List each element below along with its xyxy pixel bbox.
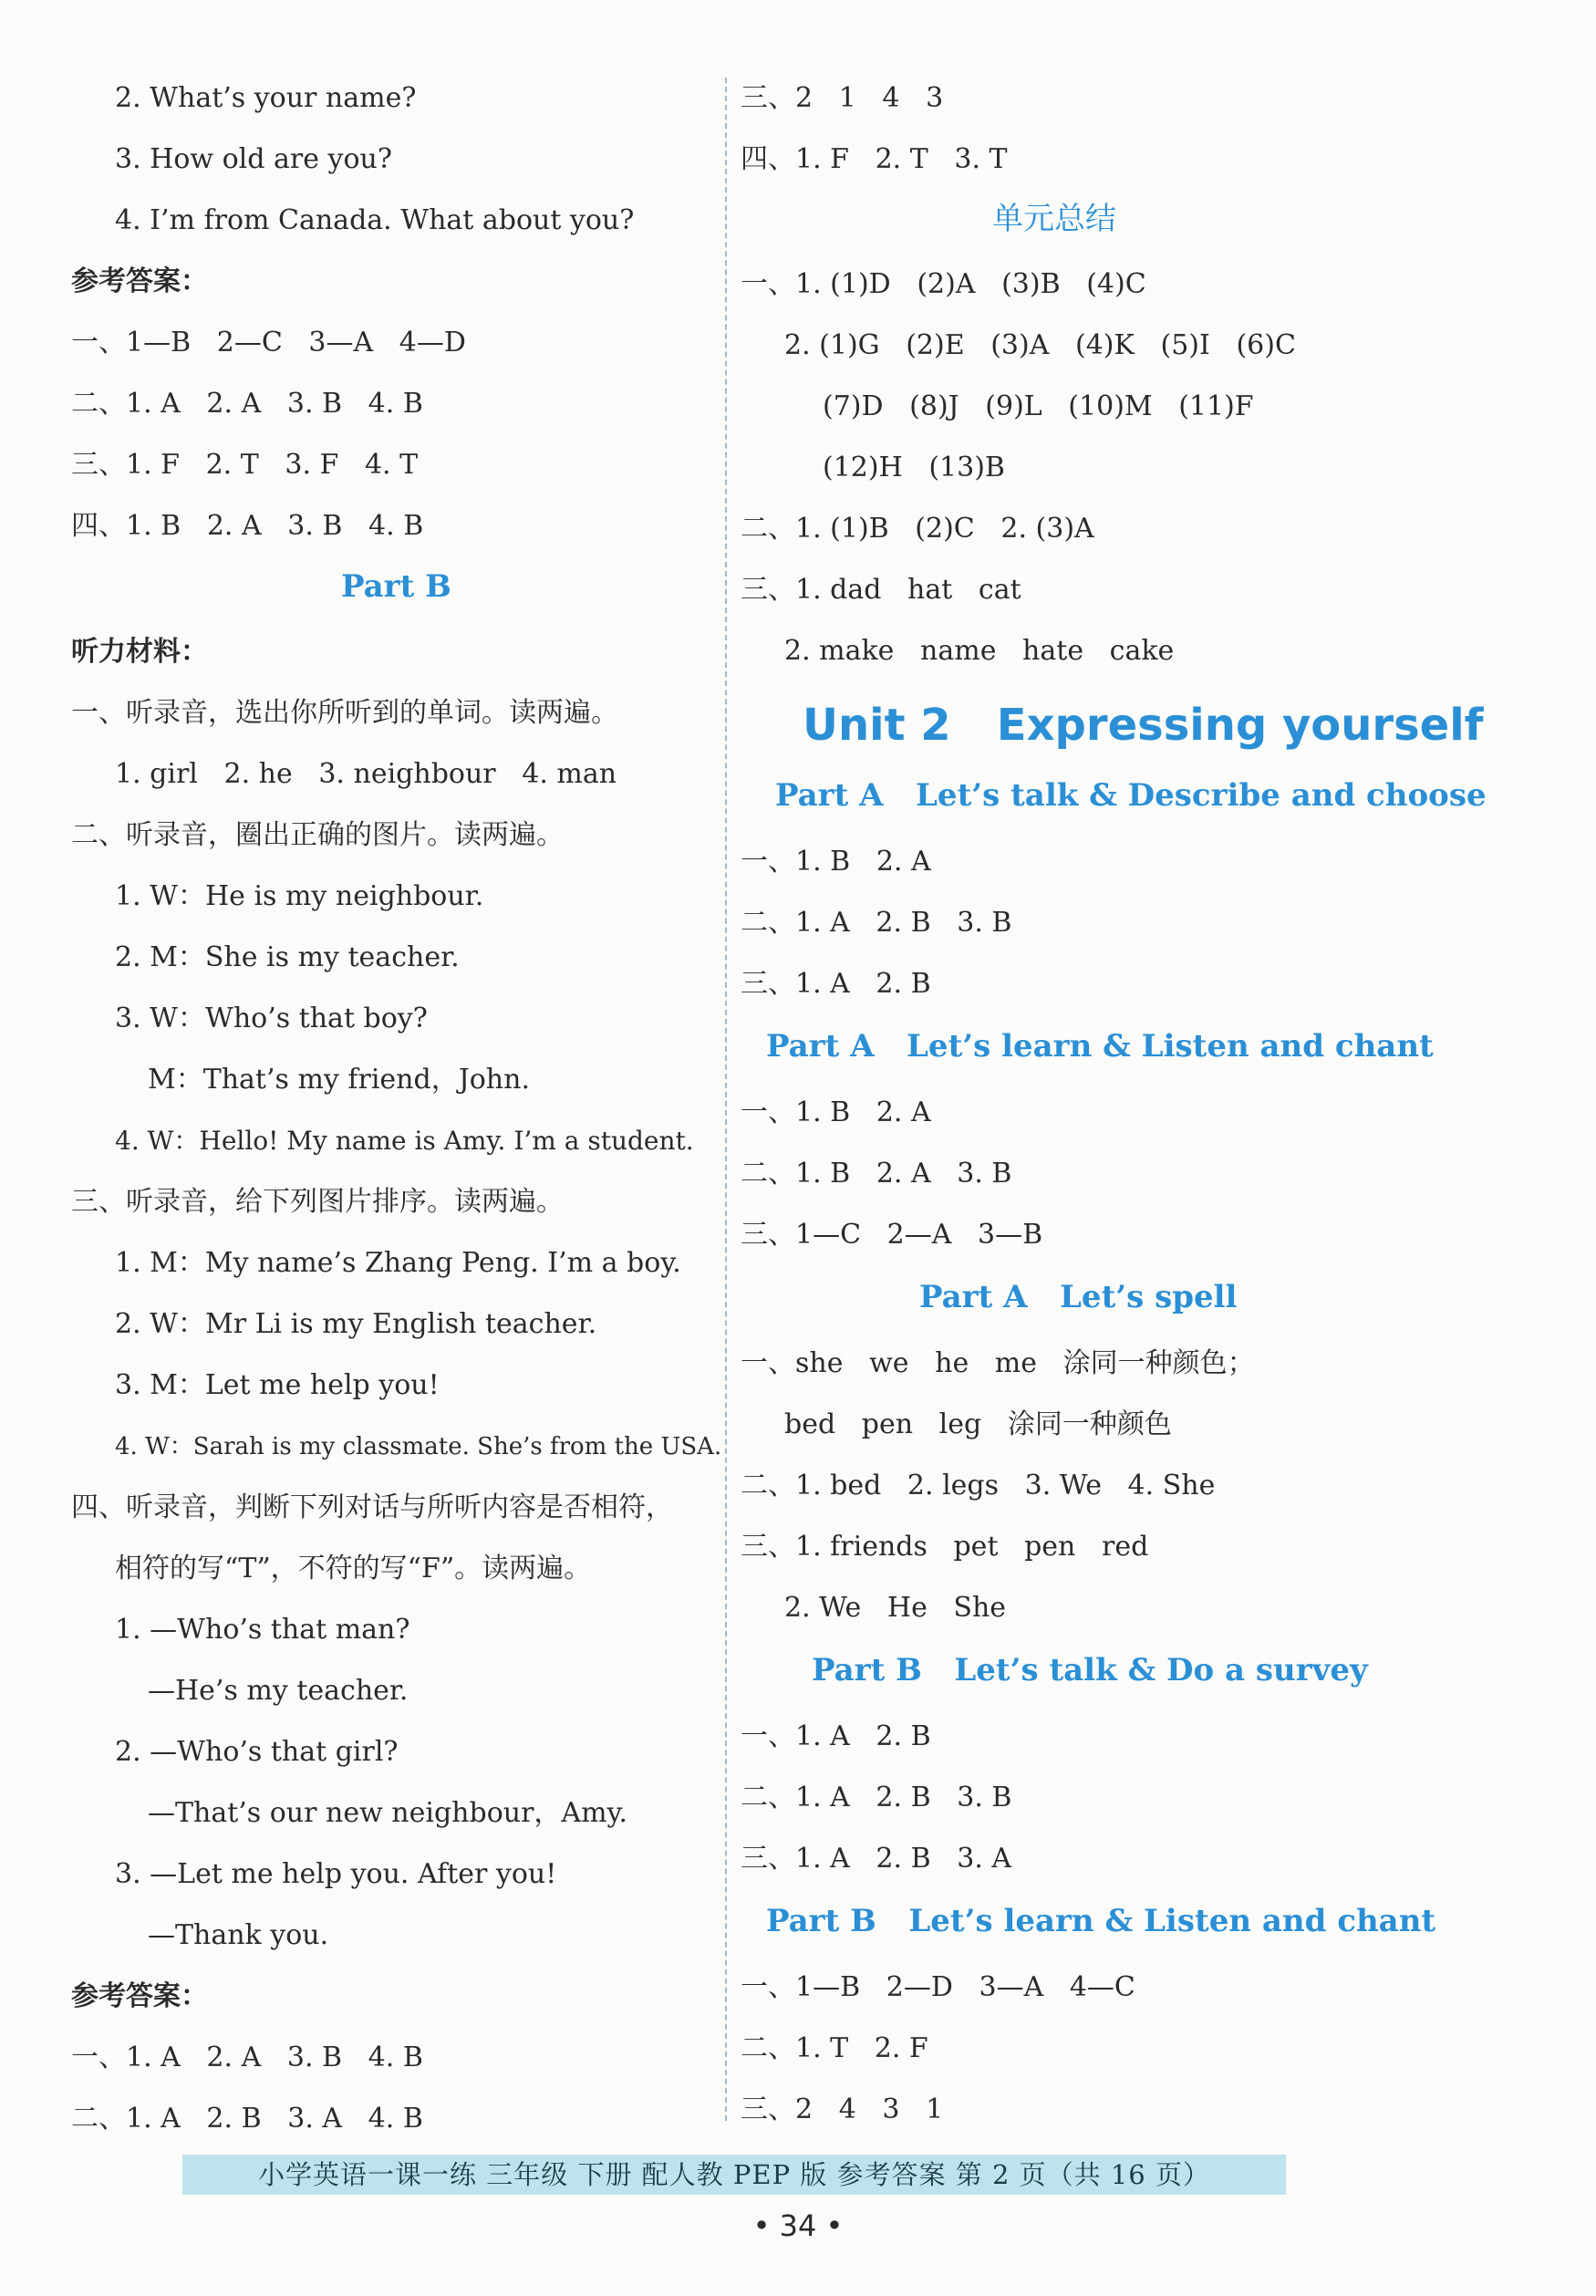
answer-line: 一、1. A 2. A 3. B 4. B	[71, 2041, 423, 2073]
answer-line: 二、1. A 2. B 3. B	[741, 1782, 1012, 1813]
section-heading: Part B Let’s talk & Do a survey	[812, 1652, 1368, 1688]
unit-summary-heading: 单元总结	[992, 201, 1116, 237]
answer-line: 一、1. B 2. A	[741, 1096, 931, 1128]
text-line: 4. W：Sarah is my classmate. She’s from the USA.	[115, 1433, 722, 1460]
text-line: 3. How old are you?	[115, 143, 392, 175]
text-line: 1. W：He is my neighbour.	[115, 880, 484, 912]
text-line: 3. M：Let me help you!	[115, 1369, 440, 1401]
answer-line: 二、1. A 2. B 3. B	[741, 907, 1012, 939]
section-heading: Part A Let’s talk & Describe and choose	[775, 777, 1487, 814]
answer-line: 三、1. friends pet pen red	[741, 1531, 1149, 1563]
answer-line: 一、1—B 2—D 3—A 4—C	[741, 1971, 1135, 2003]
text-line: 2. What’s your name?	[115, 82, 417, 114]
answer-line: 二、1. (1)B (2)C 2. (3)A	[741, 513, 1094, 545]
section-heading: Part B Let’s learn & Listen and chant	[766, 1903, 1436, 1939]
answer-line: 二、1. T 2. F	[741, 2032, 928, 2064]
text-line: 1. —Who’s that man?	[115, 1614, 410, 1646]
answer-line: 三、1—C 2—A 3—B	[741, 1219, 1043, 1251]
text-line: 3. W：Who’s that boy?	[115, 1003, 428, 1034]
text-line: —He’s my teacher.	[148, 1675, 409, 1707]
answer-line: 三、1. A 2. B	[741, 968, 931, 1000]
section-heading: Part A Let’s learn & Listen and chant	[766, 1028, 1434, 1065]
section-heading: Part B	[341, 568, 451, 605]
answer-line: 三、1. dad hat cat	[741, 574, 1021, 606]
answer-line: 一、1. (1)D (2)A (3)B (4)C	[741, 268, 1146, 300]
answer-line: 三、2 4 3 1	[741, 2093, 944, 2125]
answer-line: 二、1. bed 2. legs 3. We 4. She	[741, 1470, 1216, 1501]
text-line: 4. I’m from Canada. What about you?	[115, 204, 635, 236]
answer-line: 一、1. B 2. A	[741, 846, 931, 878]
text-line: 1. girl 2. he 3. neighbour 4. man	[115, 758, 617, 790]
answer-line: 2. make name hate cake	[784, 635, 1175, 667]
answer-line: 二、1. A 2. A 3. B 4. B	[71, 388, 423, 420]
answer-line: 二、1. A 2. B 3. A 4. B	[71, 2103, 423, 2135]
page-number: • 34 •	[752, 2208, 844, 2243]
answer-line: 三、1. F 2. T 3. F 4. T	[71, 449, 419, 481]
answer-heading: 参考答案：	[71, 1980, 208, 2012]
question-line: 四、听录音，判断下列对话与所听内容是否相符，	[71, 1491, 673, 1523]
text-line: 3. —Let me help you. After you!	[115, 1858, 557, 1890]
question-line: 三、听录音，给下列图片排序。读两遍。	[71, 1186, 564, 1218]
answer-line: 四、1. B 2. A 3. B 4. B	[71, 510, 424, 542]
answer-line: 三、2 1 4 3	[741, 82, 944, 114]
answer-line: 四、1. F 2. T 3. T	[741, 143, 1008, 175]
unit-title: Unit 2 Expressing yourself	[803, 700, 1484, 751]
section-heading: Part A Let’s spell	[919, 1279, 1238, 1315]
answer-line: (7)D (8)J (9)L (10)M (11)F	[823, 390, 1254, 422]
answer-heading: 参考答案：	[71, 265, 208, 297]
text-line: 2. —Who’s that girl?	[115, 1736, 399, 1768]
answer-line: 2. (1)G (2)E (3)A (4)K (5)I (6)C	[784, 329, 1296, 361]
text-line: 2. M：She is my teacher.	[115, 941, 460, 973]
answer-line: 2. We He She	[784, 1592, 1007, 1624]
answer-line: 三、1. A 2. B 3. A	[741, 1843, 1012, 1875]
question-line: 一、听录音，选出你所听到的单词。读两遍。	[71, 697, 618, 729]
question-line: 二、听录音，圈出正确的图片。读两遍。	[71, 819, 564, 851]
footer-bar: 小学英语一课一练 三年级 下册 配人教 PEP 版 参考答案 第 2 页（共 16 页）	[182, 2155, 1286, 2195]
text-line: M：That’s my friend，John.	[148, 1064, 530, 1096]
text-line: —Thank you.	[148, 1919, 329, 1951]
answer-line: 一、she we he me 涂同一种颜色；	[741, 1347, 1255, 1379]
answer-line: 一、1. A 2. B	[741, 1720, 931, 1752]
text-line: 2. W：Mr Li is my English teacher.	[115, 1308, 597, 1340]
listening-heading: 听力材料：	[71, 636, 208, 668]
text-line: —That’s our new neighbour，Amy.	[148, 1797, 628, 1829]
answer-line: bed pen leg 涂同一种颜色	[784, 1408, 1172, 1440]
column-divider	[725, 78, 727, 2121]
question-line-cont: 相符的写“T”，不符的写“F”。读两遍。	[115, 1553, 592, 1584]
text-line: 4. W：Hello! My name is Amy. I’m a student.	[115, 1126, 694, 1156]
answer-line: 一、1—B 2—C 3—A 4—D	[71, 327, 466, 358]
answer-line: (12)H (13)B	[823, 452, 1005, 483]
text-line: 1. M：My name’s Zhang Peng. I’m a boy.	[115, 1247, 681, 1279]
answer-line: 二、1. B 2. A 3. B	[741, 1158, 1012, 1190]
